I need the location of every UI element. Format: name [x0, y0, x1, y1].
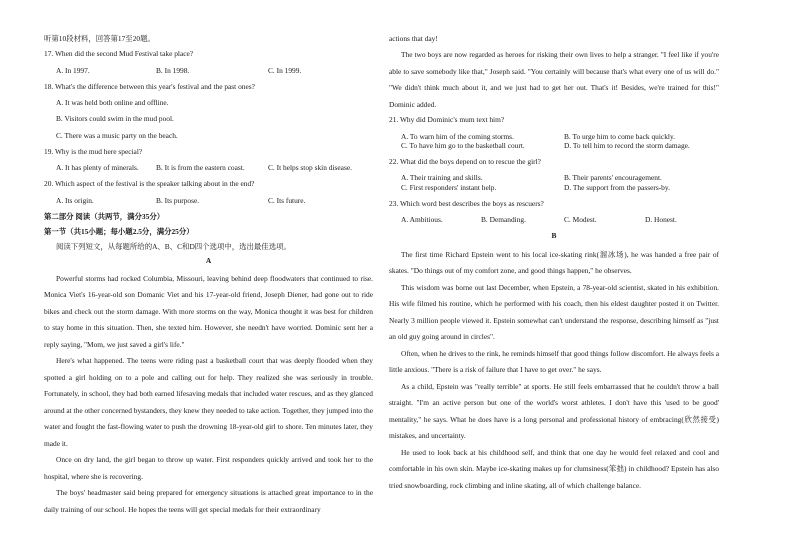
- passage-paragraph: Here's what happened. The teens were riding past a basketball court that was deeply flooded when they spotted a girl holding on to a pole and calling out for help. They realized she was seriously in trouble. Fortunately, in school, they had both earned lifesaving medals that included water rescues, and as they glanced around at the other concerned bystanders, they knew they needed to take action. Together, they jumped into the water and fought the fast-flowing water to push the drowning 18-year-old girl to shore. Ten minutes later, they made it.: [44, 356, 373, 448]
- answer-option: B. In 1998.: [156, 65, 190, 75]
- passage-paragraph: Often, when he drives to the rink, he reminds himself that good things follow discomfort. He always feels a little anxious. "There is a risk of failure that I have to get over." he says.: [389, 348, 719, 374]
- answer-option: C. To have him go to the basketball court.: [401, 140, 525, 150]
- passage-a-body-continued: [389, 47, 719, 113]
- answer-option: C. Modest.: [564, 215, 597, 224]
- answer-options: [389, 215, 719, 224]
- answer-option: A. It has plenty of minerals.: [56, 163, 139, 172]
- part-two-heading: 第二部分 阅读（共两节，满分35分）: [44, 211, 165, 221]
- question-stem: 17. When did the second Mud Festival take place?: [44, 49, 194, 59]
- answer-option: B. Demanding.: [481, 215, 526, 224]
- answer-option: C. In 1999.: [268, 65, 302, 75]
- passage-paragraph: As a child, Epstein was "really terrible" at sports. He still feels embarrassed that he couldn't throw a ball straight. "I'm an active person but one of the world's worst athletes. I don't have this 'used to be good' mentality," he says. What he does have is a long personal and professional history of embracing(欣然接受) mistakes, and uncertainty.: [389, 381, 719, 440]
- listening-questions: [44, 49, 373, 205]
- answer-option: C. It helps stop skin disease.: [268, 163, 352, 172]
- passage-paragraph: The first time Richard Epstein went to his local ice-skating rink(溜冰场), he was handed a free pair of skates. "Do things out of my comfort zone, and good things happen," he observes.: [389, 249, 719, 275]
- answer-options: [44, 66, 373, 75]
- answer-option: D. Honest.: [645, 215, 677, 224]
- question-stem: 21. Why did Dominic's mum text him?: [389, 115, 505, 125]
- answer-options: [44, 163, 373, 172]
- answer-option: A. Its origin.: [56, 195, 94, 205]
- answer-option: B. Visitors could swim in the mud pool.: [56, 114, 174, 124]
- passage-a-label: A: [205, 255, 212, 265]
- answer-option: B. It is from the eastern coast.: [156, 163, 245, 172]
- question-stem: 19. Why is the mud here special?: [44, 146, 143, 156]
- passage-paragraph: Powerful storms had rocked Columbia, Missouri, leaving behind deep floodwaters that continued to rise. Monica Viet's 16-year-old son Domanic Viet and his 17-year-old friend, Joseph Diener, had gone out to ride bikes and check out the storm damage. With more storms on the way, Monica thought it was best for children to stay home in this situation. Then, she texted him. However, she needn't have worried. Dominic sent her a reply saying, "Mom, we just saved a girl's life.": [44, 273, 373, 349]
- answer-options: [389, 173, 719, 192]
- left-column: [44, 34, 373, 518]
- passage-paragraph: The two boys are now regarded as heroes for risking their own lives to help a stranger. "I feel like if you're able to save somebody like that," Joseph said. "You certainly will because that's what every one of us will do." "We didn't think much about it, and we just had to get her out. That's it! Besides, we're trained for this!" Dominic added.: [389, 50, 719, 109]
- passage-paragraph: He used to look back at his childhood self, and think that one day he would feel relaxed and cool and comfortable in his own skin. Maybe ice-skating makes up for clumsiness(笨拙) in childhood? Epstein has also tried snowboarding, rock climbing and inline skating, all of which challenge balance.: [389, 447, 719, 490]
- reading-questions: [389, 115, 719, 224]
- question-stem: 23. Which word best describes the boys as rescuers?: [389, 198, 544, 208]
- reading-instruction: 阅读下列短文，从每题所给的A、B、C和D四个选项中，选出最佳选项。: [56, 242, 291, 252]
- passage-a-continuation: actions that day!: [389, 34, 438, 43]
- passage-paragraph: This wisdom was borne out last December, when Epstein, a 78-year-old scientist, skated in his exhibition. His wife filmed his routine, which he performed with his coach, then his eldest daughter posted it on Twitter. Nearly 3 million people viewed it. Epstein somewhat can't understand the response, describing himself as "just an old guy going around in circles".: [389, 282, 719, 341]
- passage-b-label: B: [551, 231, 557, 241]
- passage-b-body: [389, 247, 719, 495]
- passage-a-body: [44, 271, 373, 519]
- answer-option: C. There was a music party on the beach.: [56, 130, 178, 140]
- question-stem: 20. Which aspect of the festival is the speaker talking about in the end?: [44, 179, 255, 189]
- listening-intro: 听第10段材料，回答第17至20题。: [44, 34, 155, 43]
- passage-paragraph: Once on dry land, the girl began to throw up water. First responders quickly arrived and took her to the hospital, where she is recovering.: [44, 455, 373, 481]
- answer-option: B. Its purpose.: [156, 195, 200, 205]
- answer-option: C. Its future.: [268, 195, 306, 205]
- section-one-heading: 第一节（共15小题；每小题2.5分，满分25分）: [44, 227, 194, 236]
- answer-option: C. First responders' instant help.: [401, 182, 497, 192]
- question-stem: 22. What did the boys depend on to rescue the girl?: [389, 157, 541, 166]
- answer-option: A. To warn him of the coming storms.: [401, 131, 514, 141]
- answer-option: A. It was held both online and offline.: [56, 98, 169, 107]
- question-stem: 18. What's the difference between this year's festival and the past ones?: [44, 81, 255, 91]
- answer-option: A. Their training and skills.: [401, 173, 483, 183]
- passage-paragraph: The boys' headmaster said being prepared for emergency situations is attached great importance to in the daily training of our school. He hopes the teens will get special medals for their extraordinary: [44, 488, 373, 514]
- right-column: [389, 34, 719, 494]
- answer-options: [389, 132, 719, 151]
- answer-option: B. To urge him to come back quickly.: [564, 131, 676, 141]
- answer-options: [44, 196, 373, 205]
- answer-option: A. Ambitious.: [401, 215, 443, 224]
- answer-option: D. The support from the passers-by.: [564, 182, 670, 192]
- answer-option: D. To tell him to record the storm damage.: [564, 140, 690, 150]
- answer-option: A. In 1997.: [56, 65, 90, 75]
- answer-option: B. Their parents' encouragement.: [564, 173, 662, 183]
